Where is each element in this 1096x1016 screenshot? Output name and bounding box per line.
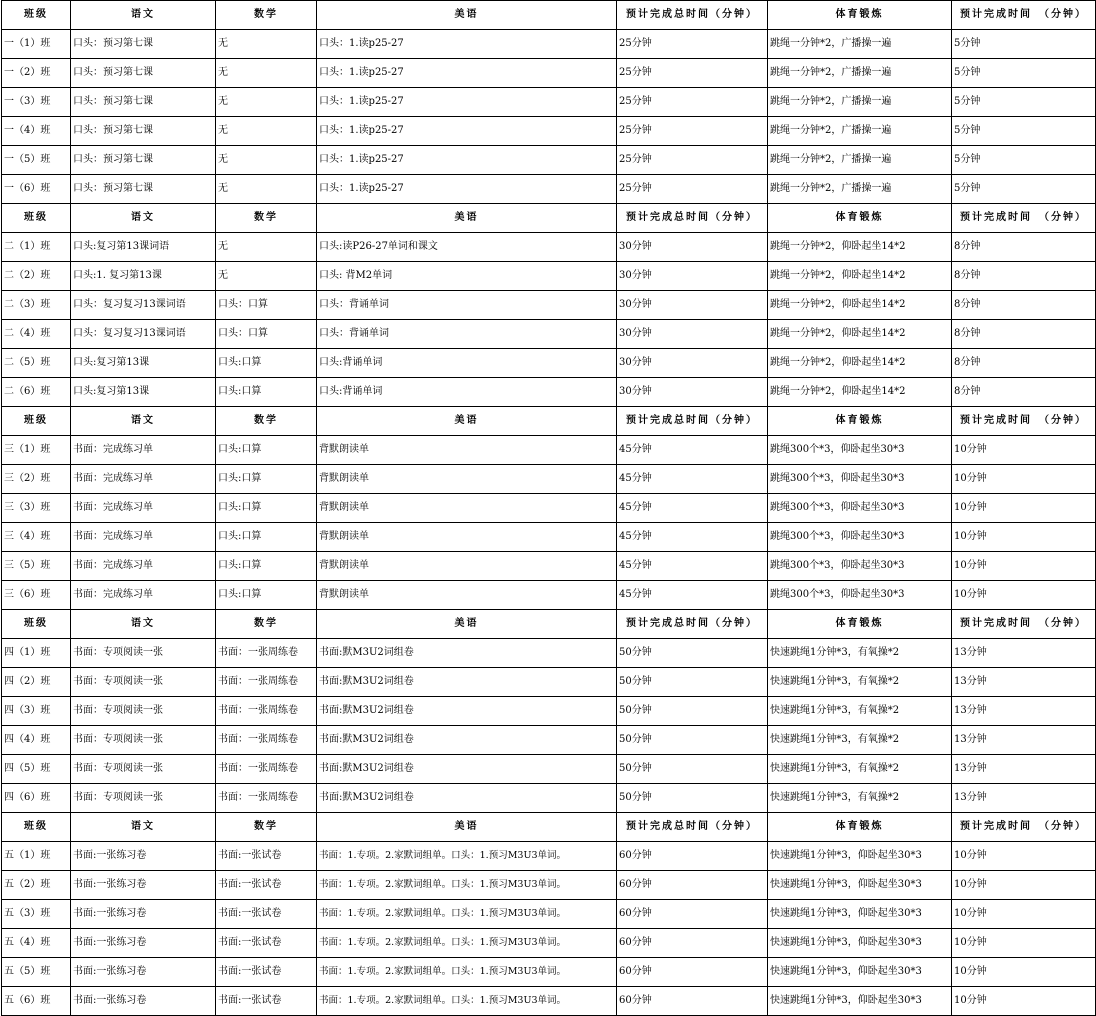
cell-chinese: 书面:一张练习卷 xyxy=(71,871,216,900)
cell-pe-time: 13分钟 xyxy=(952,784,1096,813)
header-total-time: 预计完成总时间（分钟） xyxy=(617,610,768,639)
header-math: 数学 xyxy=(216,610,317,639)
header-chinese: 语文 xyxy=(71,407,216,436)
cell-class: 二（3）班 xyxy=(2,291,71,320)
cell-math: 口头:口算 xyxy=(216,349,317,378)
header-total-time: 预计完成总时间（分钟） xyxy=(617,407,768,436)
table-row xyxy=(2,755,1096,784)
header-class: 班级 xyxy=(2,813,71,842)
header-total-time: 预计完成总时间（分钟） xyxy=(617,204,768,233)
cell-total-time: 50分钟 xyxy=(617,697,768,726)
header-math: 数学 xyxy=(216,813,317,842)
cell-total-time: 60分钟 xyxy=(617,871,768,900)
header-pe-time: 预计完成时间 （分钟） xyxy=(952,1,1096,30)
cell-class: 三（1）班 xyxy=(2,436,71,465)
cell-english: 背默朗读单 xyxy=(317,523,617,552)
cell-pe-time: 8分钟 xyxy=(952,320,1096,349)
cell-chinese: 口头:复习第13课词语 xyxy=(71,233,216,262)
cell-pe-time: 13分钟 xyxy=(952,726,1096,755)
cell-class: 一（6）班 xyxy=(2,175,71,204)
cell-english: 口头:读P26-27单词和课文 xyxy=(317,233,617,262)
cell-total-time: 25分钟 xyxy=(617,30,768,59)
table-row xyxy=(2,958,1096,987)
cell-english: 书面：1.专项。2.家默词组单。口头：1.预习M3U3单词。 xyxy=(317,842,617,871)
cell-chinese: 书面：专项阅读一张 xyxy=(71,668,216,697)
cell-class: 二（4）班 xyxy=(2,320,71,349)
header-pe-time: 预计完成时间 （分钟） xyxy=(952,610,1096,639)
cell-total-time: 45分钟 xyxy=(617,552,768,581)
cell-total-time: 50分钟 xyxy=(617,755,768,784)
cell-chinese: 口头：预习第七课 xyxy=(71,59,216,88)
cell-english: 口头：1.读p25-27 xyxy=(317,146,617,175)
header-pe-exercise: 体育锻炼 xyxy=(768,813,952,842)
cell-pe-exercise: 快速跳绳1分钟*3，仰卧起坐30*3 xyxy=(768,929,952,958)
cell-chinese: 口头：复习复习13课词语 xyxy=(71,320,216,349)
cell-class: 五（1）班 xyxy=(2,842,71,871)
header-chinese: 语文 xyxy=(71,1,216,30)
cell-total-time: 30分钟 xyxy=(617,378,768,407)
cell-pe-exercise: 跳绳300个*3，仰卧起坐30*3 xyxy=(768,552,952,581)
cell-class: 三（2）班 xyxy=(2,465,71,494)
header-pe-time: 预计完成时间 （分钟） xyxy=(952,407,1096,436)
cell-class: 四（3）班 xyxy=(2,697,71,726)
table-row xyxy=(2,668,1096,697)
cell-class: 五（6）班 xyxy=(2,987,71,1016)
cell-math: 书面：一张周练卷 xyxy=(216,726,317,755)
cell-pe-time: 10分钟 xyxy=(952,929,1096,958)
header-row xyxy=(2,407,1096,436)
cell-class: 一（3）班 xyxy=(2,88,71,117)
cell-english: 背默朗读单 xyxy=(317,581,617,610)
cell-chinese: 书面:一张练习卷 xyxy=(71,987,216,1016)
cell-total-time: 45分钟 xyxy=(617,523,768,552)
cell-total-time: 50分钟 xyxy=(617,639,768,668)
cell-total-time: 30分钟 xyxy=(617,262,768,291)
table-row xyxy=(2,262,1096,291)
cell-total-time: 60分钟 xyxy=(617,987,768,1016)
cell-total-time: 45分钟 xyxy=(617,465,768,494)
cell-pe-exercise: 跳绳300个*3，仰卧起坐30*3 xyxy=(768,523,952,552)
cell-math: 口头:口算 xyxy=(216,581,317,610)
table-row xyxy=(2,146,1096,175)
cell-total-time: 30分钟 xyxy=(617,320,768,349)
table-row xyxy=(2,494,1096,523)
cell-class: 二（6）班 xyxy=(2,378,71,407)
cell-class: 三（6）班 xyxy=(2,581,71,610)
cell-pe-exercise: 快速跳绳1分钟*3，仰卧起坐30*3 xyxy=(768,871,952,900)
cell-math: 无 xyxy=(216,117,317,146)
cell-chinese: 口头:1. 复习第13课 xyxy=(71,262,216,291)
cell-chinese: 口头:复习第13课 xyxy=(71,378,216,407)
table-row xyxy=(2,88,1096,117)
cell-math: 书面:一张试卷 xyxy=(216,929,317,958)
cell-math: 书面：一张周练卷 xyxy=(216,697,317,726)
cell-total-time: 60分钟 xyxy=(617,958,768,987)
header-total-time: 预计完成总时间（分钟） xyxy=(617,813,768,842)
cell-pe-time: 10分钟 xyxy=(952,552,1096,581)
header-class: 班级 xyxy=(2,407,71,436)
header-chinese: 语文 xyxy=(71,813,216,842)
cell-pe-exercise: 跳绳一分钟*2，仰卧起坐14*2 xyxy=(768,291,952,320)
cell-total-time: 25分钟 xyxy=(617,146,768,175)
cell-pe-time: 8分钟 xyxy=(952,378,1096,407)
cell-chinese: 书面：完成练习单 xyxy=(71,581,216,610)
cell-chinese: 书面：专项阅读一张 xyxy=(71,697,216,726)
cell-pe-exercise: 跳绳一分钟*2，仰卧起坐14*2 xyxy=(768,320,952,349)
cell-math: 无 xyxy=(216,262,317,291)
cell-english: 书面:默M3U2词组卷 xyxy=(317,726,617,755)
header-math: 数学 xyxy=(216,204,317,233)
cell-pe-time: 10分钟 xyxy=(952,436,1096,465)
cell-pe-exercise: 跳绳一分钟*2，广播操一遍 xyxy=(768,59,952,88)
header-row xyxy=(2,204,1096,233)
table-row xyxy=(2,436,1096,465)
header-row xyxy=(2,1,1096,30)
header-pe-exercise: 体育锻炼 xyxy=(768,610,952,639)
cell-pe-time: 10分钟 xyxy=(952,871,1096,900)
table-row xyxy=(2,929,1096,958)
cell-pe-exercise: 跳绳一分钟*2，广播操一遍 xyxy=(768,146,952,175)
cell-chinese: 口头：预习第七课 xyxy=(71,146,216,175)
cell-class: 四（5）班 xyxy=(2,755,71,784)
cell-math: 口头:口算 xyxy=(216,494,317,523)
cell-class: 一（2）班 xyxy=(2,59,71,88)
header-english: 美语 xyxy=(317,204,617,233)
header-pe-exercise: 体育锻炼 xyxy=(768,407,952,436)
header-english: 美语 xyxy=(317,407,617,436)
header-class: 班级 xyxy=(2,610,71,639)
cell-total-time: 25分钟 xyxy=(617,88,768,117)
cell-chinese: 口头:复习第13课 xyxy=(71,349,216,378)
cell-total-time: 30分钟 xyxy=(617,291,768,320)
cell-class: 二（2）班 xyxy=(2,262,71,291)
header-english: 美语 xyxy=(317,610,617,639)
cell-chinese: 书面：完成练习单 xyxy=(71,552,216,581)
cell-pe-time: 10分钟 xyxy=(952,465,1096,494)
cell-class: 二（1）班 xyxy=(2,233,71,262)
header-total-time: 预计完成总时间（分钟） xyxy=(617,1,768,30)
cell-math: 书面：一张周练卷 xyxy=(216,668,317,697)
table-row xyxy=(2,581,1096,610)
homework-table xyxy=(1,0,1096,1016)
cell-chinese: 书面：完成练习单 xyxy=(71,494,216,523)
cell-english: 书面：1.专项。2.家默词组单。口头：1.预习M3U3单词。 xyxy=(317,958,617,987)
cell-class: 五（4）班 xyxy=(2,929,71,958)
cell-pe-time: 10分钟 xyxy=(952,987,1096,1016)
cell-total-time: 50分钟 xyxy=(617,668,768,697)
cell-english: 书面：1.专项。2.家默词组单。口头：1.预习M3U3单词。 xyxy=(317,929,617,958)
table-row xyxy=(2,175,1096,204)
cell-math: 书面:一张试卷 xyxy=(216,871,317,900)
cell-class: 四（2）班 xyxy=(2,668,71,697)
cell-pe-time: 10分钟 xyxy=(952,494,1096,523)
cell-math: 无 xyxy=(216,88,317,117)
table-row xyxy=(2,552,1096,581)
cell-pe-exercise: 快速跳绳1分钟*3，有氧操*2 xyxy=(768,784,952,813)
cell-pe-exercise: 快速跳绳1分钟*3，仰卧起坐30*3 xyxy=(768,900,952,929)
header-english: 美语 xyxy=(317,1,617,30)
cell-pe-time: 5分钟 xyxy=(952,175,1096,204)
cell-pe-time: 8分钟 xyxy=(952,233,1096,262)
cell-english: 书面:默M3U2词组卷 xyxy=(317,668,617,697)
cell-chinese: 书面:一张练习卷 xyxy=(71,900,216,929)
cell-english: 书面:默M3U2词组卷 xyxy=(317,755,617,784)
table-row xyxy=(2,378,1096,407)
cell-pe-time: 13分钟 xyxy=(952,755,1096,784)
cell-english: 口头:背诵单词 xyxy=(317,349,617,378)
header-row xyxy=(2,813,1096,842)
cell-pe-exercise: 快速跳绳1分钟*3，仰卧起坐30*3 xyxy=(768,842,952,871)
cell-english: 口头：1.读p25-27 xyxy=(317,59,617,88)
cell-class: 四（1）班 xyxy=(2,639,71,668)
cell-pe-time: 10分钟 xyxy=(952,958,1096,987)
cell-class: 三（4）班 xyxy=(2,523,71,552)
cell-pe-exercise: 跳绳一分钟*2，广播操一遍 xyxy=(768,175,952,204)
table-row xyxy=(2,465,1096,494)
table-row xyxy=(2,842,1096,871)
cell-chinese: 书面：专项阅读一张 xyxy=(71,755,216,784)
cell-pe-exercise: 快速跳绳1分钟*3，有氧操*2 xyxy=(768,726,952,755)
cell-class: 五（2）班 xyxy=(2,871,71,900)
cell-chinese: 书面：完成练习单 xyxy=(71,436,216,465)
cell-pe-exercise: 快速跳绳1分钟*3，仰卧起坐30*3 xyxy=(768,987,952,1016)
cell-pe-time: 13分钟 xyxy=(952,697,1096,726)
cell-english: 书面:默M3U2词组卷 xyxy=(317,639,617,668)
cell-english: 口头：背诵单词 xyxy=(317,291,617,320)
cell-total-time: 25分钟 xyxy=(617,59,768,88)
cell-class: 一（5）班 xyxy=(2,146,71,175)
cell-pe-exercise: 快速跳绳1分钟*3，有氧操*2 xyxy=(768,755,952,784)
cell-english: 口头：1.读p25-27 xyxy=(317,30,617,59)
cell-pe-exercise: 跳绳一分钟*2，广播操一遍 xyxy=(768,117,952,146)
cell-total-time: 60分钟 xyxy=(617,842,768,871)
cell-class: 一（4）班 xyxy=(2,117,71,146)
cell-math: 口头:口算 xyxy=(216,465,317,494)
cell-english: 背默朗读单 xyxy=(317,494,617,523)
cell-pe-time: 5分钟 xyxy=(952,30,1096,59)
table-row xyxy=(2,871,1096,900)
cell-math: 书面:一张试卷 xyxy=(216,958,317,987)
cell-english: 书面:默M3U2词组卷 xyxy=(317,697,617,726)
header-chinese: 语文 xyxy=(71,204,216,233)
header-chinese: 语文 xyxy=(71,610,216,639)
cell-pe-exercise: 跳绳300个*3，仰卧起坐30*3 xyxy=(768,581,952,610)
cell-math: 书面:一张试卷 xyxy=(216,900,317,929)
cell-chinese: 书面：专项阅读一张 xyxy=(71,639,216,668)
table-row xyxy=(2,987,1096,1016)
cell-pe-time: 10分钟 xyxy=(952,842,1096,871)
cell-pe-exercise: 跳绳300个*3，仰卧起坐30*3 xyxy=(768,494,952,523)
cell-total-time: 45分钟 xyxy=(617,494,768,523)
cell-pe-exercise: 跳绳300个*3，仰卧起坐30*3 xyxy=(768,436,952,465)
cell-chinese: 书面：完成练习单 xyxy=(71,523,216,552)
cell-class: 三（3）班 xyxy=(2,494,71,523)
cell-chinese: 书面:一张练习卷 xyxy=(71,842,216,871)
cell-pe-time: 10分钟 xyxy=(952,523,1096,552)
cell-pe-time: 5分钟 xyxy=(952,117,1096,146)
cell-chinese: 书面：专项阅读一张 xyxy=(71,784,216,813)
cell-total-time: 45分钟 xyxy=(617,581,768,610)
cell-pe-exercise: 快速跳绳1分钟*3，有氧操*2 xyxy=(768,639,952,668)
header-pe-exercise: 体育锻炼 xyxy=(768,204,952,233)
cell-english: 背默朗读单 xyxy=(317,436,617,465)
cell-english: 口头:背诵单词 xyxy=(317,378,617,407)
cell-english: 口头: 背M2单词 xyxy=(317,262,617,291)
header-english: 美语 xyxy=(317,813,617,842)
cell-chinese: 口头：预习第七课 xyxy=(71,175,216,204)
cell-pe-exercise: 跳绳一分钟*2，仰卧起坐14*2 xyxy=(768,233,952,262)
cell-math: 无 xyxy=(216,146,317,175)
cell-english: 书面：1.专项。2.家默词组单。口头：1.预习M3U3单词。 xyxy=(317,900,617,929)
cell-math: 书面：一张周练卷 xyxy=(216,639,317,668)
header-class: 班级 xyxy=(2,204,71,233)
header-pe-exercise: 体育锻炼 xyxy=(768,1,952,30)
table-row xyxy=(2,639,1096,668)
table-row xyxy=(2,30,1096,59)
cell-pe-exercise: 跳绳一分钟*2，仰卧起坐14*2 xyxy=(768,349,952,378)
cell-pe-time: 5分钟 xyxy=(952,88,1096,117)
cell-total-time: 30分钟 xyxy=(617,233,768,262)
table-row xyxy=(2,523,1096,552)
table-row xyxy=(2,349,1096,378)
cell-english: 书面：1.专项。2.家默词组单。口头：1.预习M3U3单词。 xyxy=(317,987,617,1016)
table-row xyxy=(2,726,1096,755)
cell-math: 口头:口算 xyxy=(216,378,317,407)
header-pe-time: 预计完成时间 （分钟） xyxy=(952,204,1096,233)
cell-pe-time: 8分钟 xyxy=(952,262,1096,291)
cell-chinese: 口头：预习第七课 xyxy=(71,117,216,146)
table-row xyxy=(2,697,1096,726)
cell-chinese: 书面：专项阅读一张 xyxy=(71,726,216,755)
cell-chinese: 书面:一张练习卷 xyxy=(71,929,216,958)
cell-math: 无 xyxy=(216,30,317,59)
cell-pe-exercise: 跳绳一分钟*2，仰卧起坐14*2 xyxy=(768,262,952,291)
header-math: 数学 xyxy=(216,407,317,436)
cell-pe-exercise: 跳绳300个*3，仰卧起坐30*3 xyxy=(768,465,952,494)
cell-math: 口头：口算 xyxy=(216,320,317,349)
cell-total-time: 30分钟 xyxy=(617,349,768,378)
cell-math: 无 xyxy=(216,233,317,262)
cell-pe-exercise: 快速跳绳1分钟*3，有氧操*2 xyxy=(768,697,952,726)
cell-math: 书面：一张周练卷 xyxy=(216,755,317,784)
cell-english: 口头：1.读p25-27 xyxy=(317,88,617,117)
table-row xyxy=(2,59,1096,88)
cell-total-time: 60分钟 xyxy=(617,929,768,958)
cell-total-time: 50分钟 xyxy=(617,726,768,755)
table-row xyxy=(2,117,1096,146)
cell-chinese: 书面：完成练习单 xyxy=(71,465,216,494)
cell-total-time: 45分钟 xyxy=(617,436,768,465)
table-row xyxy=(2,291,1096,320)
cell-math: 无 xyxy=(216,175,317,204)
cell-total-time: 60分钟 xyxy=(617,900,768,929)
cell-class: 五（5）班 xyxy=(2,958,71,987)
cell-chinese: 口头：复习复习13课词语 xyxy=(71,291,216,320)
header-pe-time: 预计完成时间 （分钟） xyxy=(952,813,1096,842)
cell-pe-time: 8分钟 xyxy=(952,291,1096,320)
table-row xyxy=(2,233,1096,262)
cell-english: 书面:默M3U2词组卷 xyxy=(317,784,617,813)
cell-pe-time: 8分钟 xyxy=(952,349,1096,378)
cell-pe-time: 5分钟 xyxy=(952,59,1096,88)
cell-total-time: 25分钟 xyxy=(617,117,768,146)
cell-pe-exercise: 快速跳绳1分钟*3，有氧操*2 xyxy=(768,668,952,697)
cell-class: 四（6）班 xyxy=(2,784,71,813)
cell-class: 五（3）班 xyxy=(2,900,71,929)
cell-chinese: 口头：预习第七课 xyxy=(71,30,216,59)
header-row xyxy=(2,610,1096,639)
cell-pe-exercise: 跳绳一分钟*2，广播操一遍 xyxy=(768,88,952,117)
cell-pe-time: 5分钟 xyxy=(952,146,1096,175)
cell-math: 口头：口算 xyxy=(216,291,317,320)
table-row xyxy=(2,784,1096,813)
header-class: 班级 xyxy=(2,1,71,30)
cell-english: 书面：1.专项。2.家默词组单。口头：1.预习M3U3单词。 xyxy=(317,871,617,900)
cell-pe-exercise: 跳绳一分钟*2，仰卧起坐14*2 xyxy=(768,378,952,407)
table-row xyxy=(2,320,1096,349)
cell-class: 四（4）班 xyxy=(2,726,71,755)
cell-pe-exercise: 跳绳一分钟*2，广播操一遍 xyxy=(768,30,952,59)
cell-class: 三（5）班 xyxy=(2,552,71,581)
cell-math: 书面:一张试卷 xyxy=(216,842,317,871)
header-math: 数学 xyxy=(216,1,317,30)
cell-total-time: 25分钟 xyxy=(617,175,768,204)
cell-english: 背默朗读单 xyxy=(317,465,617,494)
cell-english: 背默朗读单 xyxy=(317,552,617,581)
cell-pe-time: 10分钟 xyxy=(952,581,1096,610)
cell-math: 书面：一张周练卷 xyxy=(216,784,317,813)
cell-math: 无 xyxy=(216,59,317,88)
cell-pe-time: 10分钟 xyxy=(952,900,1096,929)
cell-class: 一（1）班 xyxy=(2,30,71,59)
cell-pe-time: 13分钟 xyxy=(952,639,1096,668)
cell-english: 口头：1.读p25-27 xyxy=(317,117,617,146)
cell-pe-time: 13分钟 xyxy=(952,668,1096,697)
cell-total-time: 50分钟 xyxy=(617,784,768,813)
cell-class: 二（5）班 xyxy=(2,349,71,378)
cell-math: 口头:口算 xyxy=(216,552,317,581)
cell-english: 口头：背诵单词 xyxy=(317,320,617,349)
cell-math: 书面:一张试卷 xyxy=(216,987,317,1016)
cell-chinese: 书面:一张练习卷 xyxy=(71,958,216,987)
cell-math: 口头:口算 xyxy=(216,436,317,465)
cell-pe-exercise: 快速跳绳1分钟*3，仰卧起坐30*3 xyxy=(768,958,952,987)
cell-chinese: 口头：预习第七课 xyxy=(71,88,216,117)
table-row xyxy=(2,900,1096,929)
cell-math: 口头:口算 xyxy=(216,523,317,552)
cell-english: 口头：1.读p25-27 xyxy=(317,175,617,204)
